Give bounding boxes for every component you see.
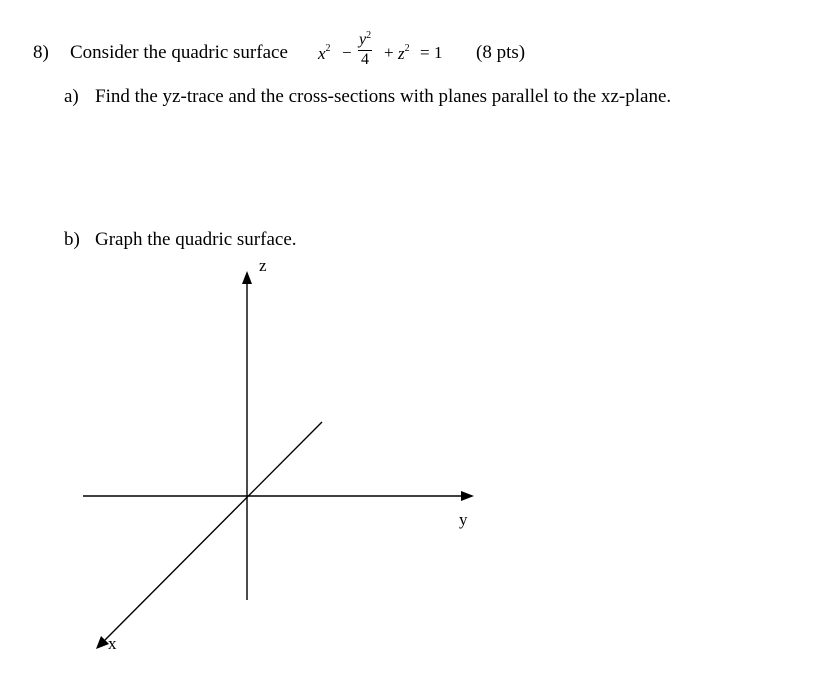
part-a-label: a) [64, 86, 79, 107]
problem-prompt: Consider the quadric surface [70, 42, 288, 63]
eq-rhs: 1 [434, 43, 443, 62]
z-axis-arrow [242, 271, 252, 284]
y-axis-label: y [459, 510, 468, 529]
part-b-text: Graph the quadric surface. [95, 229, 297, 250]
part-b-label: b) [64, 229, 80, 250]
eq-x-term: $x^2$ [318, 43, 331, 63]
problem-number: 8) [33, 42, 49, 63]
eq-y-denominator: 4 [361, 51, 370, 68]
eq-equals: = [420, 43, 430, 62]
z-axis-label: z [259, 256, 267, 275]
y-axis-arrow [461, 491, 474, 501]
part-a-text: Find the yz-trace and the cross-sections with planes parallel to the xz-plane. [95, 86, 672, 107]
eq-minus: − [342, 43, 352, 62]
eq-plus: + [384, 43, 394, 62]
x-axis-line [105, 422, 322, 640]
eq-y-numerator: $y^2$ [358, 32, 372, 51]
x-axis-label: x [108, 634, 117, 653]
problem-points: (8 pts) [476, 42, 526, 63]
eq-z-term: $z^2$ [398, 43, 410, 63]
